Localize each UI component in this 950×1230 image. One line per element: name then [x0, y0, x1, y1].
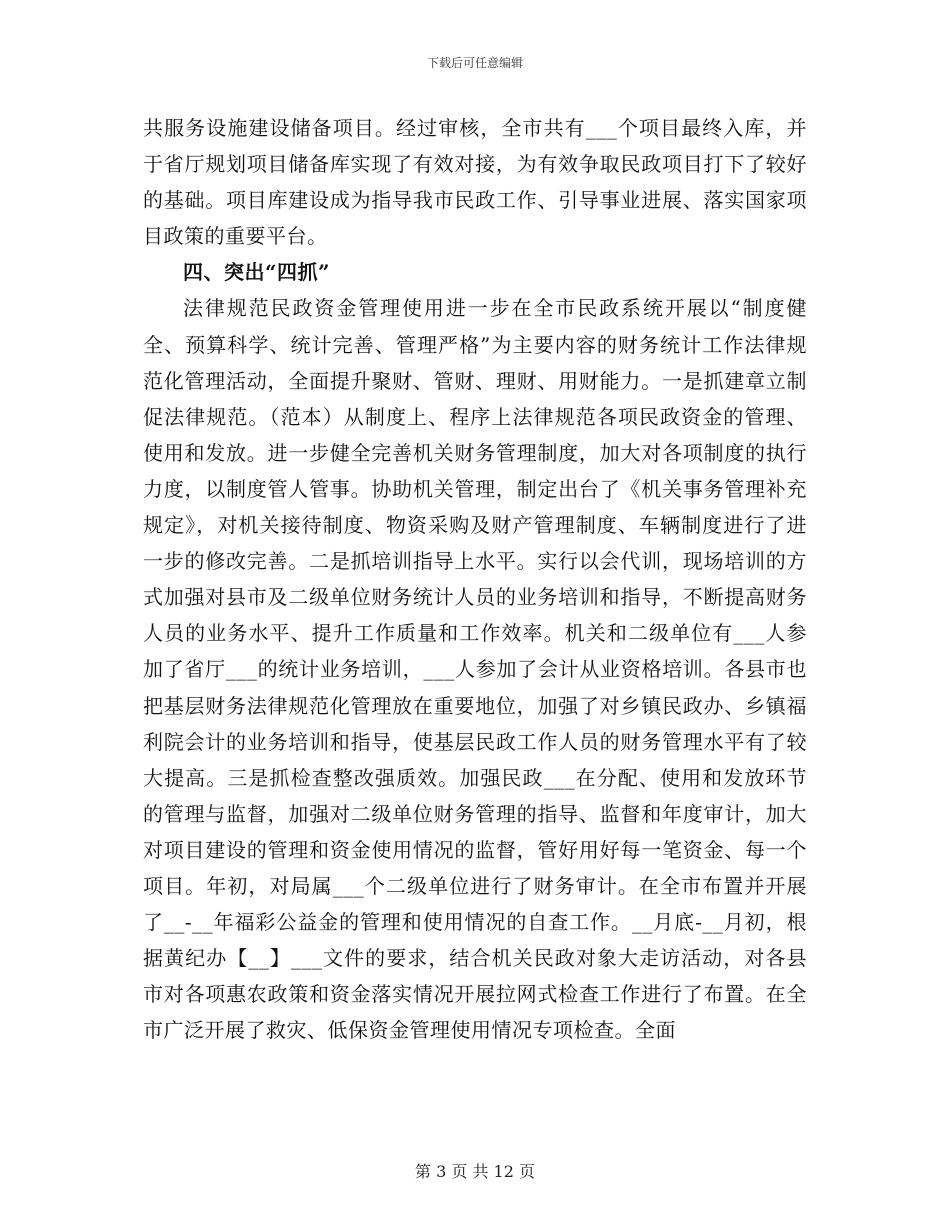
page-number: 第 3 页 共 12 页 — [415, 1162, 535, 1181]
paragraph-fund-management: 法律规范民政资金管理使用进一步在全市民政系统开展以“制度健全、预算科学、统计完善、管理严格”为主要内容的财务统计工作法律规范化管理活动，全面提升聚财、管财、理财、用财能力。一是抓建章立制促法律规范。（范本）从制度上、程序上法律规范各项民政资金的管理、使用和发放。进一步健全完善机关财务管理制度，加大对各项制度的执行力度，以制度管人管事。协助机关管理，制定出台了《机关事务管理补充规定》，对机关接待制度、物资采购及财产管理制度、车辆制度进行了进一步的修改完善。二是抓培训指导上水平。实行以会代训，现场培训的方式加强对县市及二级单位财务统计人员的业务培训和指导，不断提高财务人员的业务水平、提升工作质量和工作效率。机关和二级单位有___人参加了省厅___的统计业务培训，___人参加了会计从业资格培训。各县市也把基层财务法律规范化管理放在重要地位，加强了对乡镇民政办、乡镇福利院会计的业务培训和指导，使基层民政工作人员的财务管理水平有了较大提高。三是抓检查整改强质效。加强民政___在分配、使用和发放环节的管理与监督，加强对二级单位财务管理的指导、监督和年度审计，加大对项目建设的管理和资金使用情况的监督，管好用好每一笔资金、每一个项目。年初，对局属___个二级单位进行了财务审计。在全市布置并开展了__-__年福彩公益金的管理和使用情况的自查工作。__月底-__月初，根据黄纪办【__】___文件的要求，结合机关民政对象大走访活动，对各县市对各项惠农政策和资金落实情况开展拉网式检查工作进行了布置。在全市广泛开展了救灾、低保资金管理使用情况专项检查。全面 — [143, 296, 807, 1043]
document-body — [143, 110, 807, 1048]
paragraph-project-library: 共服务设施建设储备项目。经过审核，全市共有___个项目最终入库，并于省厅规划项目储备库实现了有效对接，为有效争取民政项目打下了较好的基础。项目库建设成为指导我市民政工作、引导事业进展、落实国家项目政策的重要平台。 — [143, 116, 807, 249]
section-heading-four: 四、突出“四抓” — [183, 260, 331, 285]
page-header-note: 下载后可任意编辑 — [426, 56, 523, 70]
